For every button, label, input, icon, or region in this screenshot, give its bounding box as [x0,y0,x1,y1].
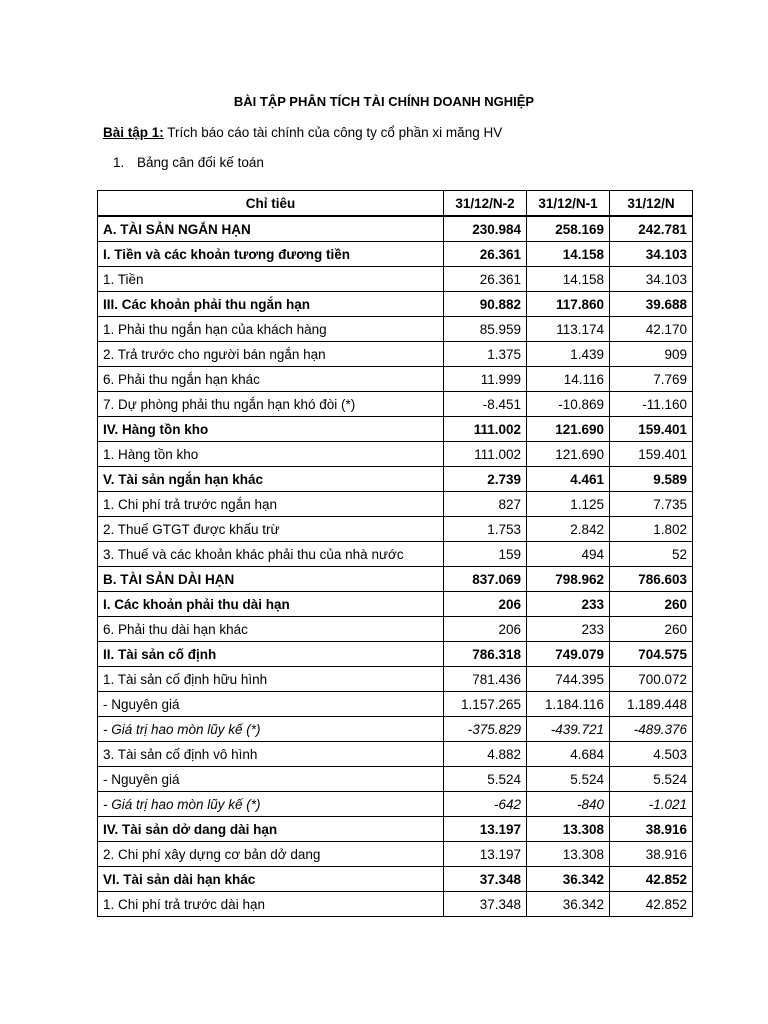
value-n1: 13.308 [527,817,610,842]
value-n2: 837.069 [444,567,527,592]
table-row [98,792,693,817]
table-row [98,867,693,892]
document-title: BÀI TẬP PHÂN TÍCH TÀI CHÍNH DOANH NGHIỆP [233,94,535,109]
value-n: 42.852 [610,867,693,892]
value-n1: 233 [527,592,610,617]
row-label: - Giá trị hao mòn lũy kế (*) [98,792,444,817]
table-row [98,392,693,417]
value-n2: 1.753 [444,517,527,542]
value-n2: 5.524 [444,767,527,792]
value-n1: -10.869 [527,392,610,417]
value-n1: 1.439 [527,342,610,367]
table-row [98,692,693,717]
section-number: 1. [113,155,125,170]
value-n1: 1.184.116 [527,692,610,717]
value-n2: 786.318 [444,642,527,667]
value-n1: 36.342 [527,867,610,892]
table-row [98,617,693,642]
value-n2: 37.348 [444,892,527,917]
value-n2: 206 [444,592,527,617]
value-n2: 1.375 [444,342,527,367]
value-n1: 744.395 [527,667,610,692]
value-n: 786.603 [610,567,693,592]
value-n: 1.189.448 [610,692,693,717]
value-n1: 2.842 [527,517,610,542]
value-n2: 4.882 [444,742,527,767]
row-label: IV. Tài sản dở dang dài hạn [98,817,444,842]
value-n2: 85.959 [444,317,527,342]
exercise-label: Bài tập 1: [103,125,164,140]
value-n2: 206 [444,617,527,642]
value-n: 159.401 [610,442,693,467]
row-label: V. Tài sản ngắn hạn khác [98,467,444,492]
value-n1: 798.962 [527,567,610,592]
row-label: III. Các khoản phải thu ngắn hạn [98,292,444,317]
value-n2: 26.361 [444,267,527,292]
value-n2: 13.197 [444,842,527,867]
value-n: 38.916 [610,817,693,842]
row-label: 6. Phải thu dài hạn khác [98,617,444,642]
value-n: 700.072 [610,667,693,692]
value-n1: 121.690 [527,417,610,442]
value-n1: 4.461 [527,467,610,492]
value-n: 39.688 [610,292,693,317]
value-n: 5.524 [610,767,693,792]
value-n1: 14.158 [527,267,610,292]
value-n1: 13.308 [527,842,610,867]
row-label: II. Tài sản cố định [98,642,444,667]
table-row [98,567,693,592]
value-n: 34.103 [610,242,693,267]
exercise-description: Trích báo cáo tài chính của công ty cổ phần xi măng HV [163,125,503,140]
value-n2: -642 [444,792,527,817]
row-label: VI. Tài sản dài hạn khác [98,867,444,892]
value-n: 260 [610,617,693,642]
section-subheading [113,155,264,170]
value-n1: 4.684 [527,742,610,767]
table-row [98,542,693,567]
value-n: 1.802 [610,517,693,542]
row-label: B. TÀI SẢN DÀI HẠN [98,567,444,592]
value-n2: 2.739 [444,467,527,492]
value-n2: 90.882 [444,292,527,317]
row-label: I. Tiền và các khoản tương đương tiền [98,242,444,267]
column-header-year-n2: 31/12/N-2 [444,191,527,217]
row-label: 6. Phải thu ngắn hạn khác [98,367,444,392]
row-label: 7. Dự phòng phải thu ngắn hạn khó đòi (*) [98,392,444,417]
table-row [98,592,693,617]
value-n1: 749.079 [527,642,610,667]
row-label: 1. Tiền [98,267,444,292]
row-label: 1. Chi phí trả trước dài hạn [98,892,444,917]
value-n: 7.769 [610,367,693,392]
table-row [98,417,693,442]
table-row [98,742,693,767]
value-n2: 827 [444,492,527,517]
value-n2: 111.002 [444,417,527,442]
value-n: 34.103 [610,267,693,292]
row-label: - Nguyên giá [98,692,444,717]
value-n1: 233 [527,617,610,642]
value-n1: 494 [527,542,610,567]
value-n1: 121.690 [527,442,610,467]
row-label: 3. Tài sản cố định vô hình [98,742,444,767]
value-n2: -8.451 [444,392,527,417]
table-row [98,442,693,467]
value-n: 909 [610,342,693,367]
value-n: 9.589 [610,467,693,492]
row-label: 1. Chi phí trả trước ngắn hạn [98,492,444,517]
column-header-year-n: 31/12/N [610,191,693,217]
value-n: 704.575 [610,642,693,667]
value-n2: 159 [444,542,527,567]
value-n: 260 [610,592,693,617]
row-label: 1. Phải thu ngắn hạn của khách hàng [98,317,444,342]
row-label: 2. Trả trước cho người bán ngắn hạn [98,342,444,367]
balance-sheet-table [97,190,693,917]
row-label: 1. Tài sản cố định hữu hình [98,667,444,692]
value-n: 42.170 [610,317,693,342]
value-n2: 37.348 [444,867,527,892]
row-label: A. TÀI SẢN NGẮN HẠN [98,216,444,242]
value-n2: 781.436 [444,667,527,692]
value-n1: 14.116 [527,367,610,392]
table-row [98,367,693,392]
exercise-intro [103,125,502,140]
row-label: - Nguyên giá [98,767,444,792]
column-header-item: Chỉ tiêu [98,191,444,217]
row-label: IV. Hàng tồn kho [98,417,444,442]
row-label: 2. Thuế GTGT được khấu trừ [98,517,444,542]
value-n: -1.021 [610,792,693,817]
value-n2: 26.361 [444,242,527,267]
row-label: 3. Thuế và các khoản khác phải thu của nhà nước [98,542,444,567]
value-n: 7.735 [610,492,693,517]
value-n2: 111.002 [444,442,527,467]
table-row [98,817,693,842]
row-label: - Giá trị hao mòn lũy kế (*) [98,717,444,742]
value-n: -11.160 [610,392,693,417]
table-row [98,842,693,867]
table-row [98,642,693,667]
table-row [98,892,693,917]
table-row [98,492,693,517]
column-header-year-n1: 31/12/N-1 [527,191,610,217]
table-row [98,242,693,267]
value-n: 52 [610,542,693,567]
table-row [98,767,693,792]
value-n: 242.781 [610,216,693,242]
table-header-row [98,191,693,217]
section-title: Bảng cân đối kế toán [137,155,264,170]
value-n2: 13.197 [444,817,527,842]
value-n1: 1.125 [527,492,610,517]
value-n2: 1.157.265 [444,692,527,717]
value-n1: 14.158 [527,242,610,267]
table-row [98,467,693,492]
row-label: I. Các khoản phải thu dài hạn [98,592,444,617]
value-n: 42.852 [610,892,693,917]
table-row [98,667,693,692]
table-row [98,317,693,342]
value-n2: 11.999 [444,367,527,392]
value-n: 4.503 [610,742,693,767]
table-row [98,717,693,742]
value-n1: -439.721 [527,717,610,742]
value-n: -489.376 [610,717,693,742]
value-n1: 117.860 [527,292,610,317]
value-n1: 113.174 [527,317,610,342]
value-n2: -375.829 [444,717,527,742]
value-n1: -840 [527,792,610,817]
value-n: 159.401 [610,417,693,442]
value-n2: 230.984 [444,216,527,242]
value-n: 38.916 [610,842,693,867]
value-n1: 5.524 [527,767,610,792]
table-row [98,292,693,317]
table-row [98,267,693,292]
value-n1: 36.342 [527,892,610,917]
table-row [98,216,693,242]
table-row [98,342,693,367]
row-label: 1. Hàng tồn kho [98,442,444,467]
value-n1: 258.169 [527,216,610,242]
table-row [98,517,693,542]
row-label: 2. Chi phí xây dựng cơ bản dở dang [98,842,444,867]
